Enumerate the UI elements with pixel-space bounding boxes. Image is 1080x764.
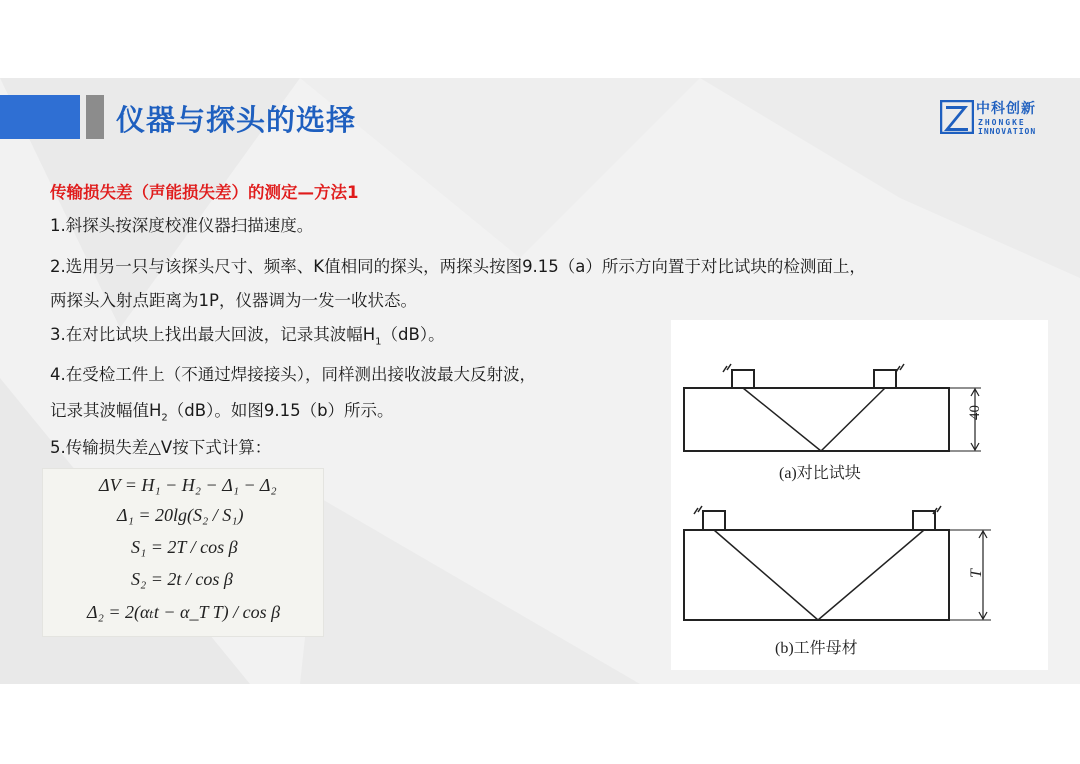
logo-text-cn: 中科创新	[976, 101, 1036, 117]
probe-diagram	[671, 320, 1048, 670]
formula-1: ΔV = H₁ − H₂ − Δ₁ − Δ₂	[99, 475, 277, 495]
logo-mark-icon	[940, 100, 974, 134]
page-title: 仪器与探头的选择	[116, 103, 357, 137]
step-4-sub: 2	[161, 412, 168, 424]
step-1: 1.斜探头按深度校准仪器扫描速度。	[50, 216, 314, 235]
step-3-tail: （dB）。	[381, 325, 445, 344]
block-a	[684, 388, 949, 451]
logo-text-en2: INNOVATION	[978, 127, 1037, 136]
probe-a-left	[732, 370, 754, 388]
step-2-cont: 两探头入射点距离为1P，仪器调为一发一收状态。	[50, 291, 417, 310]
step-3	[50, 321, 445, 347]
formula-3: S₁ = 2T / cos β	[131, 537, 238, 557]
caption-b: (b)工件母材	[775, 640, 858, 657]
dim-T: T	[968, 569, 985, 578]
step-4-tail: （dB）。如图9.15（b）所示。	[167, 401, 394, 420]
formula-2: Δ₁ = 20lg(S₂ / S₁)	[117, 505, 244, 525]
probe-b-right	[913, 511, 935, 530]
figure-9-15	[671, 320, 1048, 670]
formula-5: Δ₂ = 2(αₜt − α_T T) / cos β	[87, 602, 281, 622]
step-3-sub: 1	[375, 336, 382, 348]
step-2: 2.选用另一只与该探头尺寸、频率、K值相同的探头，两探头按图9.15（a）所示方向置于对比试块的检测面上，	[50, 257, 866, 276]
title-accent-gray	[86, 95, 104, 139]
step-4: 4.在受检工件上（不通过焊接接头），同样测出接收波最大反射波，	[50, 365, 536, 384]
step-4-cont	[50, 397, 394, 423]
probe-b-left	[703, 511, 725, 530]
dim-40: 40	[967, 405, 983, 420]
logo-text-en1: ZHONGKE	[978, 118, 1026, 127]
title-accent-bar	[0, 95, 80, 139]
step-5: 5.传输损失差△V按下式计算：	[50, 438, 272, 457]
formula-4: S₂ = 2t / cos β	[131, 569, 233, 589]
section-heading: 传输损失差（声能损失差）的测定—方法1	[50, 183, 359, 202]
company-logo	[940, 98, 1052, 138]
step-3-text: 3.在对比试块上找出最大回波，记录其波幅H	[50, 325, 376, 344]
step-4-text: 记录其波幅值H	[50, 401, 162, 420]
caption-a: (a)对比试块	[779, 465, 861, 482]
formula-image	[42, 468, 324, 637]
slide	[0, 78, 1080, 684]
probe-a-right	[874, 370, 896, 388]
